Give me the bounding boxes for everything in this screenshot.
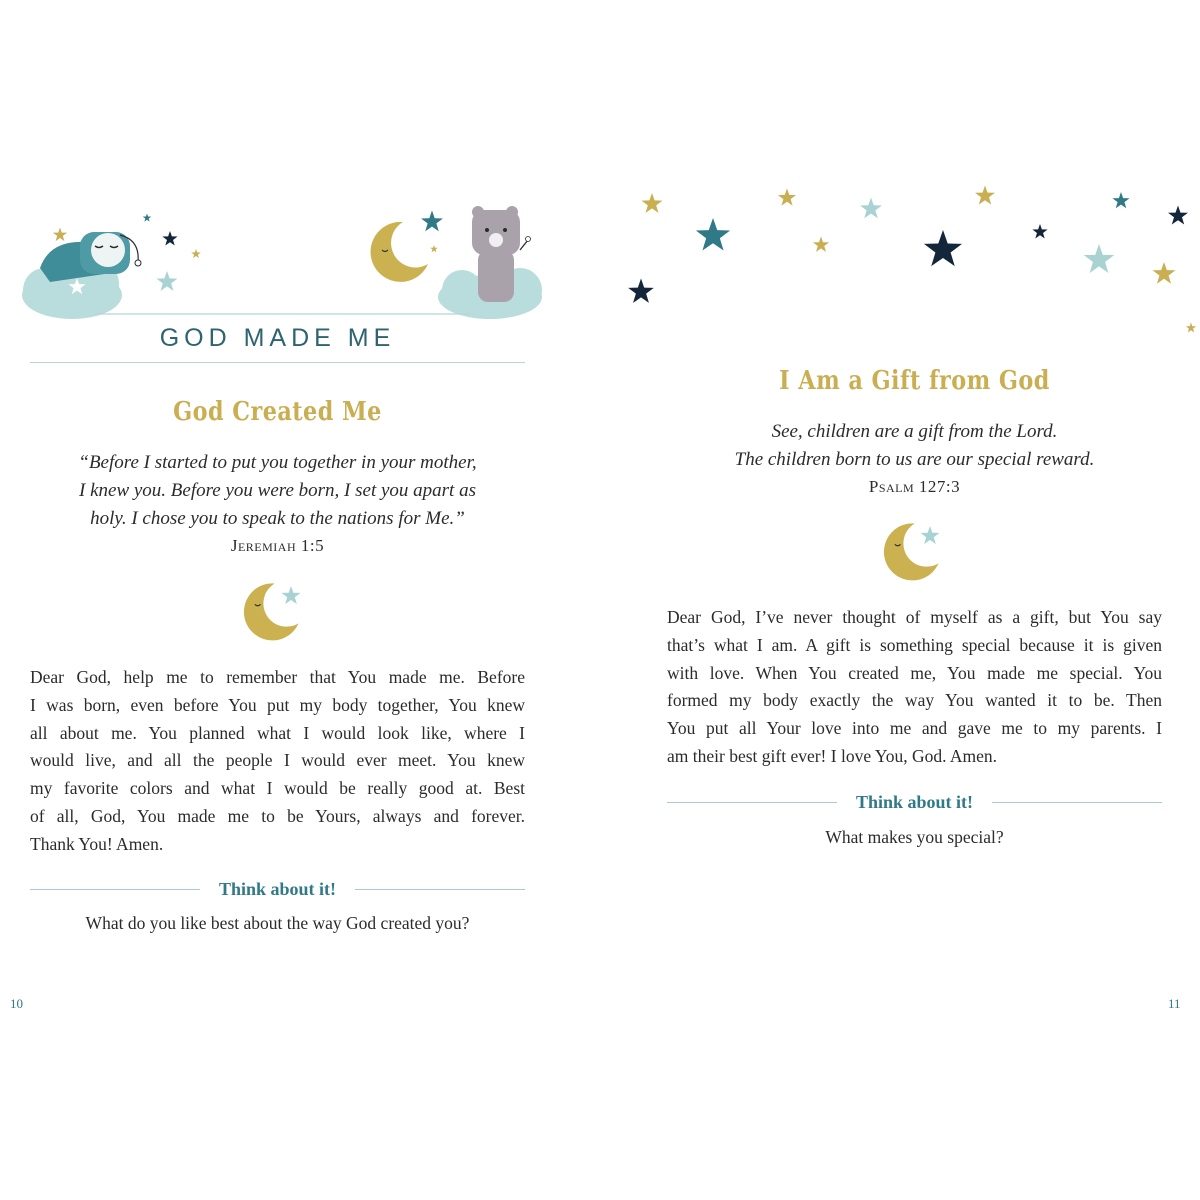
scripture-verse [30, 449, 525, 533]
star-icon [642, 193, 663, 213]
think-about-it-label: Think about it! [855, 792, 974, 812]
star-icon [628, 279, 654, 303]
poem-title: God Created Me [173, 397, 382, 427]
star-icon [53, 228, 67, 242]
star-icon [778, 189, 796, 206]
star-icon [1112, 192, 1129, 208]
reflection-question: What do you like best about the way God created you? [85, 913, 470, 933]
verse-line: holy. I chose you to speak to the nations for Me.” [90, 508, 465, 529]
prayer-line: Dear God, help me to remember that You made me. Before [30, 667, 525, 687]
prayer-line: all about me. You planned what I would look like, where I [30, 722, 525, 743]
star-icon [860, 198, 882, 219]
prayer-text [667, 604, 1162, 771]
scripture-reference: Jeremiah 1:5 [230, 536, 325, 555]
verse-line: I knew you. Before you were born, I set you apart as [79, 480, 476, 501]
think-about-it-divider [667, 790, 1162, 814]
reflection-question: What makes you special? [825, 827, 1004, 847]
chapter-title: GOD MADE ME [159, 324, 396, 352]
star-icon [157, 271, 178, 291]
star-icon [191, 249, 201, 258]
prayer-line: Thank You! Amen. [30, 833, 164, 854]
prayer-text [30, 664, 525, 859]
prayer-line: You put all Your love into me and gave me to my parents. I [667, 718, 1162, 739]
crescent-moon-icon [371, 222, 428, 282]
moon-ornament [240, 576, 310, 646]
think-about-it-divider [30, 877, 525, 901]
moon-ornament [880, 516, 950, 586]
prayer-line: am their best gift ever! I love You, God. Amen. [667, 745, 998, 766]
star-icon [1032, 224, 1047, 238]
star-icon [1153, 262, 1176, 284]
star-icon [813, 237, 829, 252]
star-icon [1084, 244, 1114, 273]
star-garland-illustration [600, 0, 1200, 345]
prayer-line: with love. When You created me, You made me special. You [667, 662, 1162, 683]
left-header-illustration [0, 0, 600, 340]
prayer-line: formed my body exactly the way You wanted it to be. Then [667, 690, 1162, 711]
page-number: 10 [10, 996, 23, 1011]
think-about-it-label: Think about it! [218, 879, 337, 899]
star-icon [975, 186, 995, 205]
page-number: 11 [1168, 996, 1181, 1011]
star-icon [696, 218, 730, 251]
star-icon [1186, 323, 1196, 333]
prayer-line: that’s what I am. A gift is something special because it is given [667, 634, 1162, 655]
star-icon [920, 526, 939, 544]
verse-line: The children born to us are our special reward. [734, 449, 1095, 470]
prayer-line: would live, and all the people I would ever meet. You knew [30, 750, 525, 771]
prayer-line: Dear God, I’ve never thought of myself as a gift, but You say [667, 607, 1162, 627]
verse-line: See, children are a gift from the Lord. [771, 421, 1058, 442]
bear-in-sleeping-cap-icon [40, 232, 141, 282]
prayer-line: my favorite colors and what I would be really good at. Best [30, 778, 525, 799]
star-icon [162, 231, 177, 245]
prayer-line: I was born, even before You put my body together, You knew [30, 694, 525, 715]
scripture-reference: Psalm 127:3 [868, 477, 961, 496]
star-icon [1168, 206, 1188, 225]
star-icon [430, 245, 438, 252]
verse-line: “Before I started to put you together in your mother, [78, 452, 477, 473]
star-icon [143, 214, 152, 222]
right-page [600, 0, 1200, 1200]
prayer-line: of all, God, You made me to be Yours, always and forever. [30, 805, 525, 826]
star-icon [421, 211, 443, 232]
poem-title: I Am a Gift from God [779, 366, 1050, 396]
scripture-verse [667, 418, 1162, 474]
star-icon [924, 230, 962, 266]
chapter-rule [30, 362, 525, 363]
star-icon [281, 586, 300, 604]
